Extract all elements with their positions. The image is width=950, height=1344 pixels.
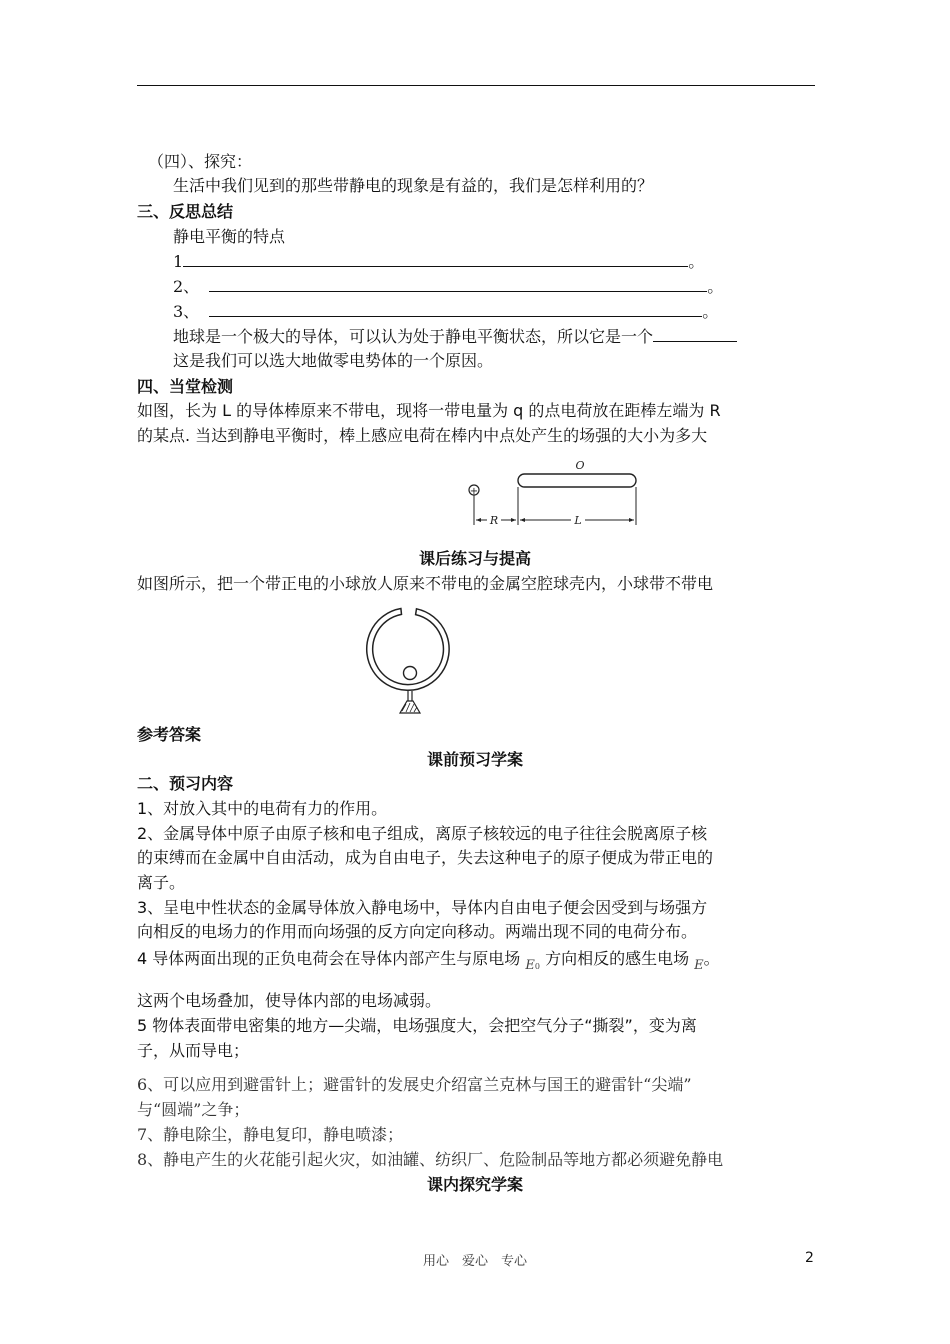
header-rule: [137, 85, 815, 86]
answer-item-2-line-2: 的束缚而在金属中自由活动，成为自由电子，失去这种电子的原子便成为带正电的: [137, 848, 714, 867]
item-period: 。: [702, 302, 719, 321]
check-text-2: 的某点. 当达到静电平衡时，棒上感应电荷在棒内中点处产生的场强的大小为多大: [137, 426, 708, 445]
after-class-text: 如图所示，把一个带正电的小球放人原来不带电的金属空腔球壳内，小球带不带电: [137, 574, 714, 593]
item-number: 2、: [173, 277, 200, 296]
item-number: 3、: [173, 302, 200, 321]
answers-heading: 参考答案: [137, 725, 202, 744]
pre-class-title: 课前预习学案: [426, 750, 523, 769]
reflection-item-3: [173, 301, 718, 323]
answer-item-4-line-2: 这两个电场叠加，使导体内部的电场减弱。: [137, 991, 442, 1010]
r-label: R: [489, 514, 499, 527]
check-heading: 四、当堂检测: [137, 377, 234, 396]
l-label: L: [574, 514, 582, 527]
answer-item-6-line-1: 6、可以应用到避雷针上；避雷针的发展史介绍富兰克林与国王的避雷针“尖端”: [137, 1075, 692, 1094]
rod-charge-figure: [462, 455, 647, 530]
answer-item-5-line-2: 子，从而导电；: [137, 1041, 250, 1060]
charged-ball: [404, 667, 417, 680]
item4-text-b: 方向相反的感生电场: [545, 949, 690, 968]
item4-text-c: 。: [703, 949, 720, 968]
answer-blank[interactable]: [183, 251, 688, 267]
answer-blank[interactable]: [209, 301, 702, 317]
conductor-rod: [518, 474, 636, 487]
reflection-subheading: 静电平衡的特点: [173, 227, 286, 246]
check-text-1: 如图，长为 L 的导体棒原来不带电，现将一带电量为 q 的点电荷放在距棒左端为 R: [137, 401, 721, 420]
e-symbol: E: [694, 958, 704, 973]
reflection-item-1: [173, 251, 704, 273]
e0-symbol: E0: [525, 958, 540, 973]
earth-text-line-2: 这是我们可以选大地做零电势体的一个原因。: [173, 351, 494, 370]
explore-heading: （四）、探究：: [148, 152, 253, 171]
page-number: 2: [805, 1250, 814, 1266]
item-number: 1: [173, 252, 184, 271]
explore-question: 生活中我们见到的那些带静电的现象是有益的，我们是怎样利用的？: [173, 176, 654, 195]
answer-item-3-line-2: 向相反的电场力的作用而向场强的反方向定向移动。两端出现不同的电荷分布。: [137, 922, 698, 941]
reflection-item-2: [173, 276, 723, 298]
preview-section-heading: 二、预习内容: [137, 774, 234, 793]
footer-motto: 用心 爱心 专心: [422, 1254, 527, 1269]
answer-item-6-line-2: 与“圆端”之争；: [137, 1100, 250, 1119]
answer-blank[interactable]: [653, 326, 737, 342]
answer-blank[interactable]: [209, 276, 707, 292]
item4-text-a: 4 导体两面出现的正负电荷会在导体内部产生与原电场: [137, 949, 521, 968]
answer-item-2-line-1: 2、金属导体中原子由原子核和电子组成，离原子核较远的电子往往会脱离原子核: [137, 824, 708, 843]
item-period: 。: [688, 252, 705, 271]
answer-item-1: 1、对放入其中的电荷有力的作用。: [137, 799, 388, 818]
answer-item-8: 8、静电产生的火花能引起火灾，如油罐、纺织厂、危险制品等地方都必须避免静电: [137, 1150, 724, 1169]
reflection-heading: 三、反思总结: [137, 202, 234, 221]
item-period: 。: [707, 277, 724, 296]
earth-text-line-1: [173, 326, 737, 348]
answer-item-5-line-1: 5 物体表面带电密集的地方—尖端，电场强度大，会把空气分子“撕裂”，变为离: [137, 1016, 697, 1035]
midpoint-label-o: O: [575, 459, 585, 472]
spherical-shell-figure: [360, 598, 460, 718]
after-class-title: 课后练习与提高: [418, 549, 531, 568]
answer-item-7: 7、静电除尘，静电复印，静电喷漆；: [137, 1125, 404, 1144]
answer-item-2-line-3: 离子。: [137, 873, 186, 892]
point-charge-sign: +: [469, 486, 479, 497]
in-class-title: 课内探究学案: [426, 1175, 523, 1194]
earth-text: 地球是一个极大的导体，可以认为处于静电平衡状态，所以它是一个: [173, 327, 654, 346]
answer-item-3-line-1: 3、呈电中性状态的金属导体放入静电场中，导体内自由电子便会因受到与场强方: [137, 898, 708, 917]
answer-item-4-line-1: [137, 948, 720, 973]
